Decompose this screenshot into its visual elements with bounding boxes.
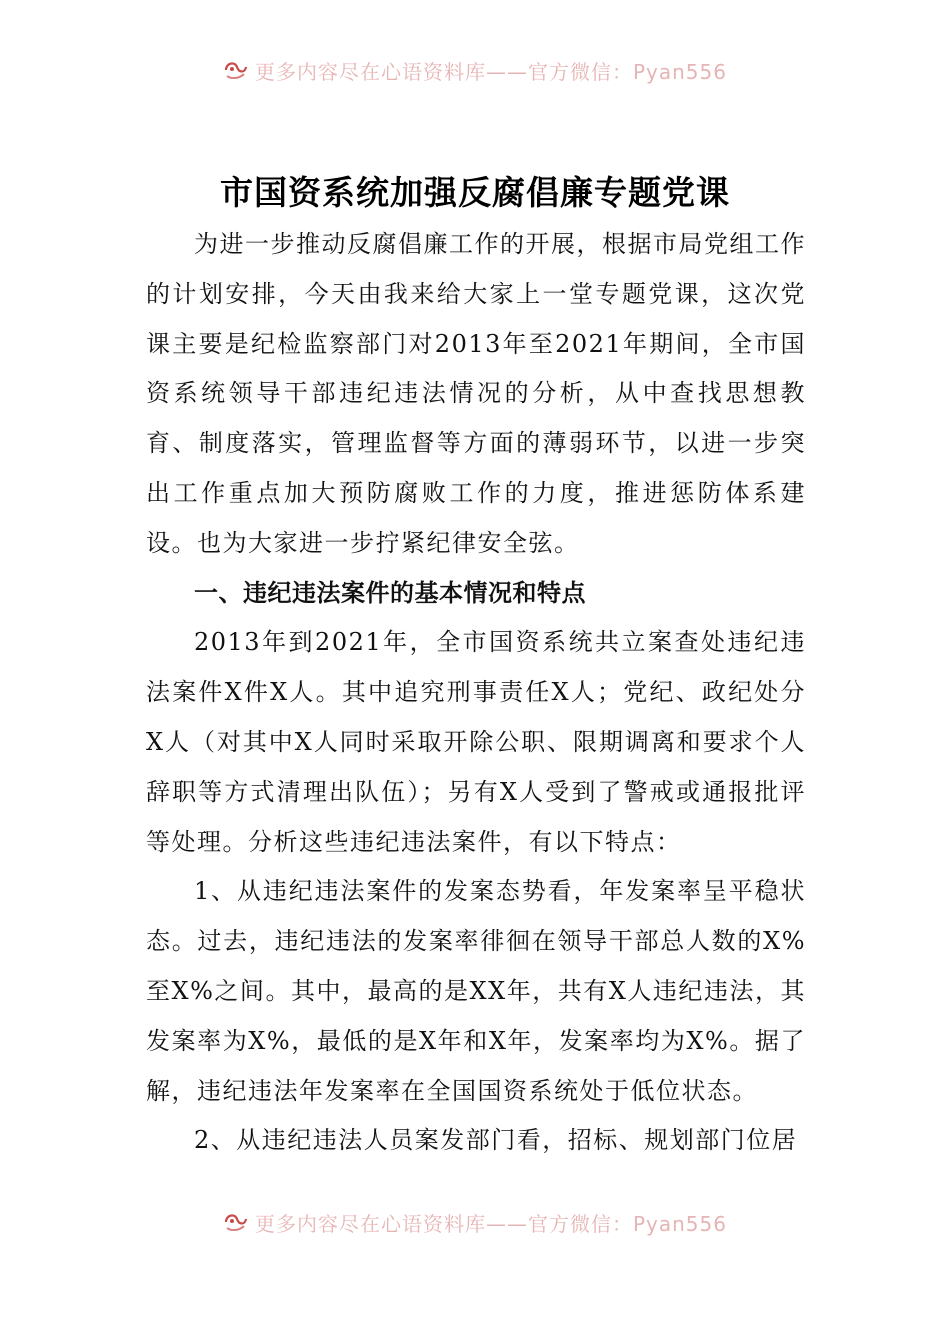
point-1-paragraph: 1、从违纪违法案件的发案态势看，年发案率呈平稳状态。过去，违纪违法的发案率徘徊在领导干部总人数的X%至X%之间。其中，最高的是XX年，共有X人违纪违法，其发案率为X%，最低的是X年和X年，发案率均为X%。据了解，违纪违法年发案率在全国国资系统处于低位状态。	[146, 877, 806, 1105]
brand-logo-icon	[223, 1211, 249, 1233]
watermark-text: 更多内容尽在心语资料库——官方微信：Pyan556	[254, 59, 727, 84]
intro-paragraph: 为进一步推动反腐倡廉工作的开展，根据市局党组工作的计划安排，今天由我来给大家上一堂专题党课，这次党课主要是纪检监察部门对2013年至2021年期间，全市国资系统领导干部违纪违法情况的分析，从中查找思想教育、制度落实，管理监督等方面的薄弱环节，以进一步突出工作重点加大预防腐败工作的力度，推进惩防体系建设。也为大家进一步拧紧纪律安全弦。	[146, 230, 806, 557]
section-heading: 一、违纪违法案件的基本情况和特点	[194, 578, 586, 607]
watermark-top	[0, 56, 950, 84]
document-body	[146, 220, 806, 1166]
page-title: 市国资系统加强反腐倡廉专题党课	[220, 173, 730, 212]
point-2-paragraph: 2、从违纪违法人员案发部门看，招标、规划部门位居	[194, 1126, 798, 1155]
watermark-bottom	[0, 1208, 950, 1236]
watermark-text: 更多内容尽在心语资料库——官方微信：Pyan556	[254, 1211, 727, 1236]
brand-logo-icon	[223, 59, 249, 81]
section-paragraph: 2013年到2021年，全市国资系统共立案查处违纪违法案件X件X人。其中追究刑事责任X人；党纪、政纪处分X人（对其中X人同时采取开除公职、限期调离和要求个人辞职等方式清理出队伍）；另有X人受到了警戒或通报批评等处理。分析这些违纪违法案件，有以下特点：	[146, 628, 806, 856]
